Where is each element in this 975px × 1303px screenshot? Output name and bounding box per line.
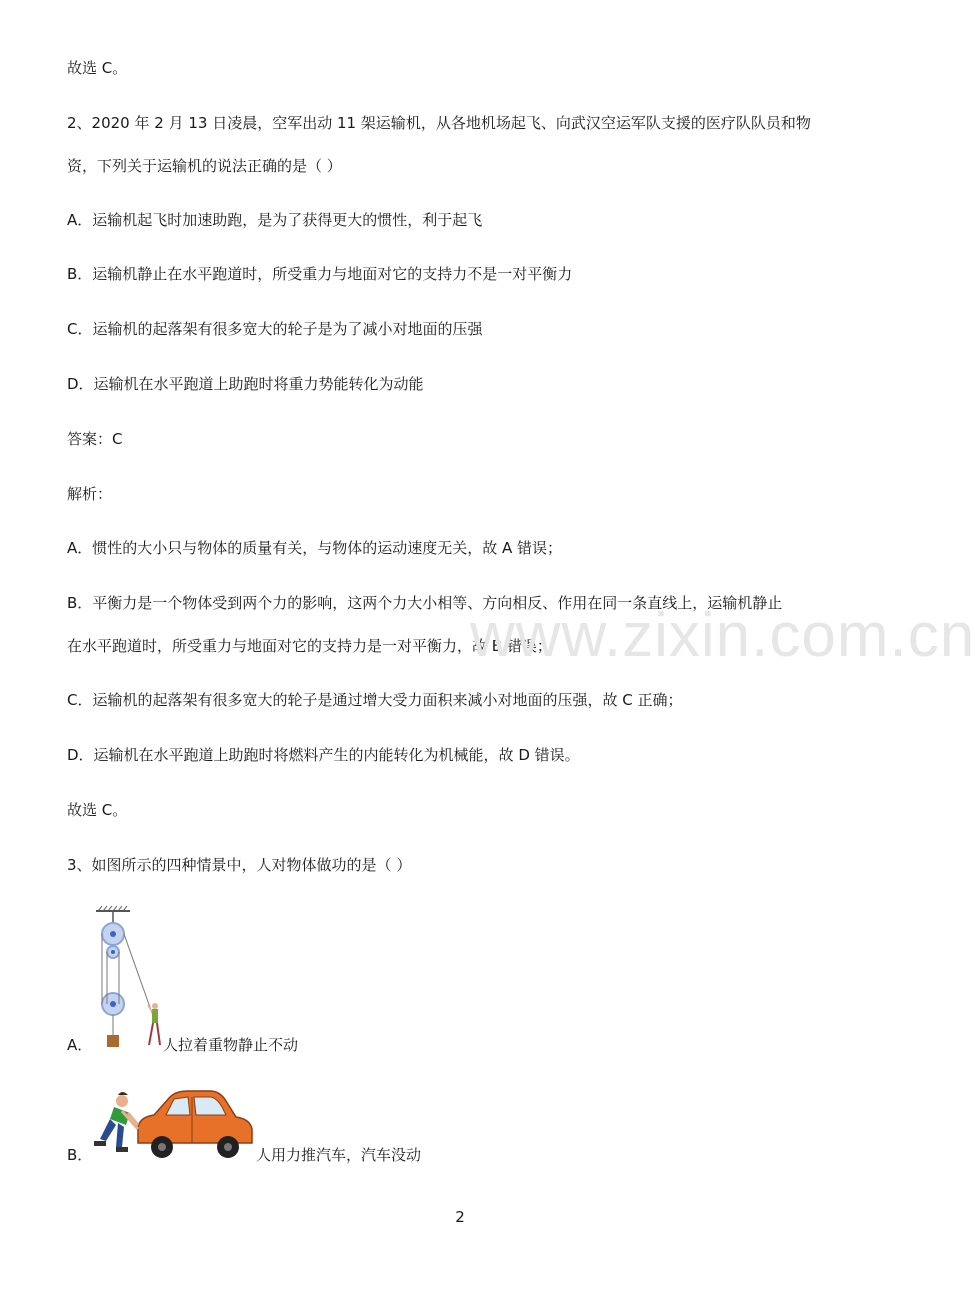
q2-option-a: A．运输机起飞时加速助跑，是为了获得更大的惯性，利于起飞 [67, 211, 483, 229]
q2-analysis-d: D．运输机在水平跑道上助跑时将燃料产生的内能转化为机械能，故 D 错误。 [67, 746, 580, 764]
watermark: www.zixin.com.cn [470, 601, 975, 670]
q3-option-a-letter: A． [67, 1036, 93, 1054]
q3-option-b-text: 人用力推汽车，汽车没动 [256, 1146, 422, 1164]
prev-conclusion: 故选 C。 [67, 59, 128, 77]
q3-option-b-letter: B． [67, 1146, 93, 1164]
q2-analysis-b1: B．平衡力是一个物体受到两个力的影响，这两个力大小相等、方向相反、作用在同一条直线上，运输机静止 [67, 594, 783, 612]
q3-option-a-text: 人拉着重物静止不动 [163, 1036, 299, 1054]
q2-analysis-c: C．运输机的起落架有很多宽大的轮子是通过增大受力面积来减小对地面的压强，故 C 正确； [67, 691, 683, 709]
q2-option-b: B．运输机静止在水平跑道时，所受重力与地面对它的支持力不是一对平衡力 [67, 265, 573, 283]
q2-stem-line2: 资，下列关于运输机的说法正确的是（ ） [67, 157, 342, 175]
q2-option-d: D．运输机在水平跑道上助跑时将重力势能转化为动能 [67, 375, 424, 393]
q2-conclusion: 故选 C。 [67, 801, 128, 819]
q2-analysis-a: A．惯性的大小只与物体的质量有关，与物体的运动速度无关，故 A 错误； [67, 539, 563, 557]
q2-stem-line1: 2、2020 年 2 月 13 日凌晨，空军出动 11 架运输机，从各地机场起飞、向武汉空运军队支援的医疗队队员和物 [67, 114, 811, 132]
q2-option-c: C．运输机的起落架有很多宽大的轮子是为了减小对地面的压强 [67, 320, 483, 338]
page-number: 2 [455, 1208, 465, 1226]
person-pushing-car-illustration [92, 1085, 258, 1163]
q2-analysis-label: 解析： [67, 485, 113, 503]
q2-analysis-b2: 在水平跑道时，所受重力与地面对它的支持力是一对平衡力，故 B 错误； [67, 637, 552, 655]
q3-stem: 3、如图所示的四种情景中，人对物体做功的是（ ） [67, 856, 412, 874]
pulley-system-illustration [92, 905, 172, 1055]
q2-answer: 答案：C [67, 430, 123, 448]
